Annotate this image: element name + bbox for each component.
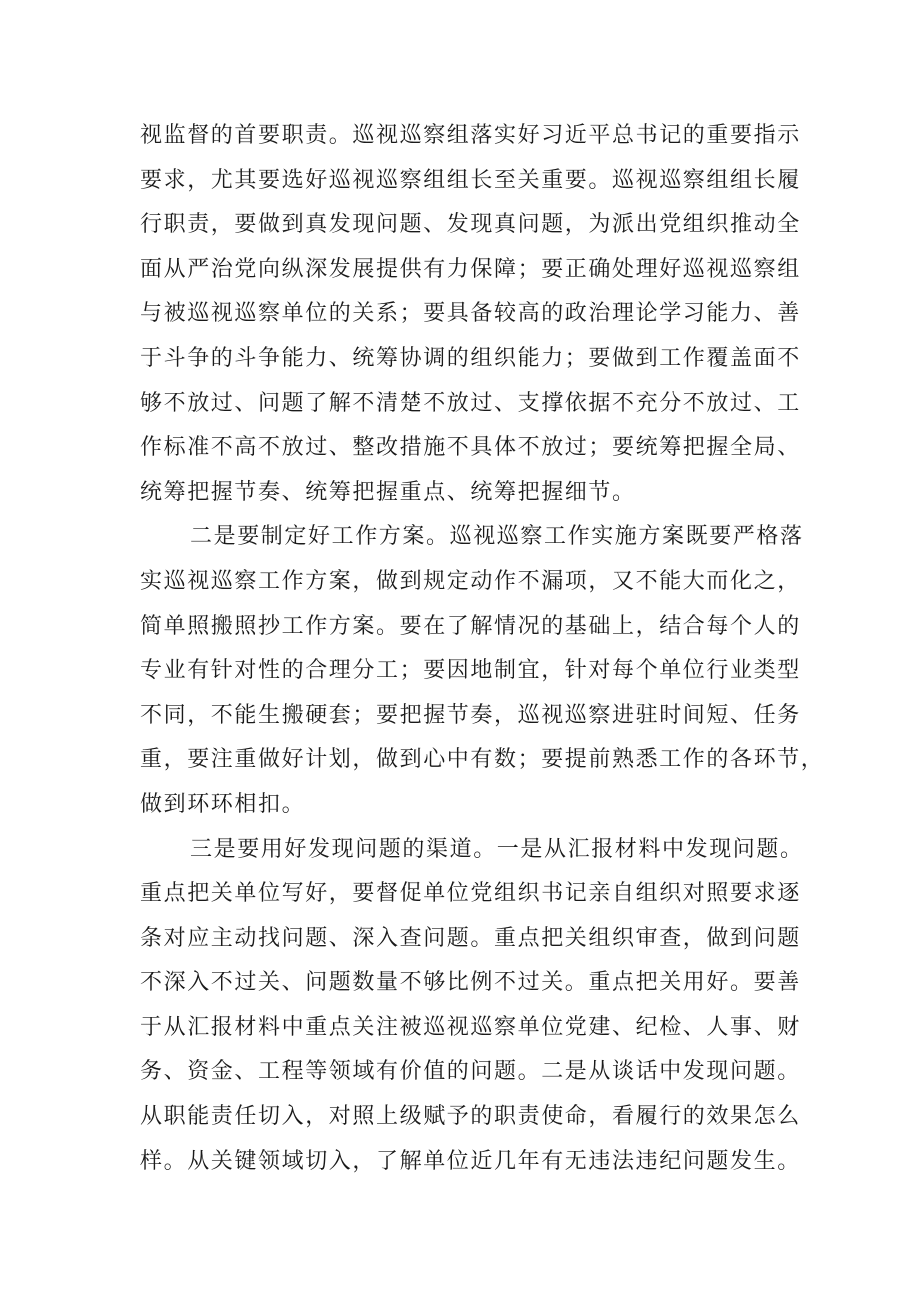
text-line: 实巡视巡察工作方案，做到规定动作不漏项，又不能大而化之， [140,568,801,594]
text-line: 够不放过、问题了解不清楚不放过、支撑依据不充分不放过、工 [140,390,801,416]
body-text [140,114,825,1184]
text-line: 不深入不过关、问题数量不够比例不过关。重点把关用好。要善 [140,970,801,996]
text-line: 要求，尤其要选好巡视巡察组组长至关重要。巡视巡察组组长履 [140,167,801,193]
paragraph-first-line: 三是要用好发现问题的渠道。一是从汇报材料中发现问题。 [190,836,804,862]
text-line: 面从严治党向纵深发展提供有力保障；要正确处理好巡视巡察组 [140,256,801,282]
text-line: 务、资金、工程等领域有价值的问题。二是从谈话中发现问题。 [140,1059,801,1085]
text-line: 重，要注重做好计划，做到心中有数；要提前熟悉工作的各环节， [140,747,825,773]
text-line: 视监督的首要职责。巡视巡察组落实好习近平总书记的重要指示 [140,123,801,148]
text-line: 作标准不高不放过、整改措施不具体不放过；要统筹把握全局、 [140,435,801,461]
text-line: 条对应主动找问题、深入查问题。重点把关组织审查，做到问题 [140,925,801,951]
text-line: 简单照搬照抄工作方案。要在了解情况的基础上，结合每个人的 [140,613,801,639]
text-line: 于从汇报材料中重点关注被巡视巡察单位党建、纪检、人事、财 [140,1014,801,1040]
text-line: 与被巡视巡察单位的关系；要具备较高的政治理论学习能力、善 [140,301,801,327]
text-line: 专业有针对性的合理分工；要因地制宜，针对每个单位行业类型 [140,658,801,684]
text-line: 于斗争的斗争能力、统筹协调的组织能力；要做到工作覆盖面不 [140,345,801,371]
text-line: 行职责，要做到真发现问题、发现真问题，为派出党组织推动全 [140,212,801,238]
text-line: 从职能责任切入，对照上级赋予的职责使命，看履行的效果怎么 [140,1104,801,1130]
text-line: 样。从关键领域切入，了解单位近几年有无违法违纪问题发生。 [140,1148,801,1174]
text-line: 做到环环相扣。 [140,791,306,817]
text-line: 重点把关单位写好，要督促单位党组织书记亲自组织对照要求逐 [140,881,801,907]
text-line: 统筹把握节奏、统筹把握重点、统筹把握细节。 [140,479,636,505]
paragraph-first-line: 二是要制定好工作方案。巡视巡察工作实施方案既要严格落 [190,524,804,550]
text-line: 不同，不能生搬硬套；要把握节奏，巡视巡察进驻时间短、任务 [140,702,801,728]
